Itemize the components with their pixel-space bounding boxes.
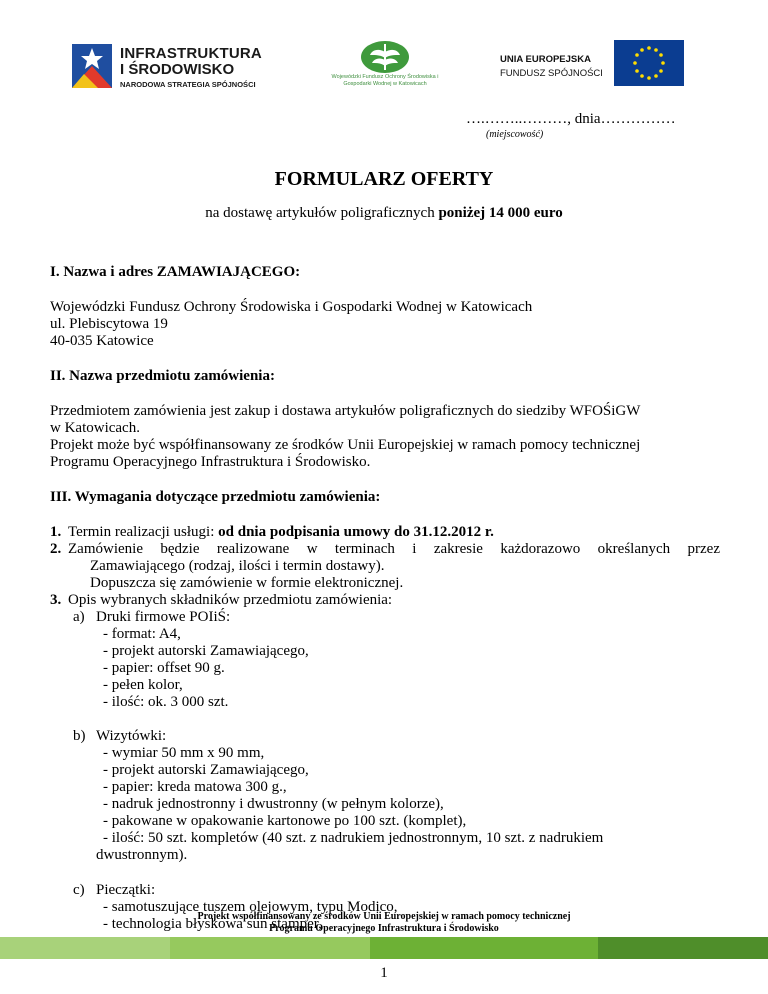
subitem-a-entry: - papier: offset 90 g. bbox=[103, 660, 225, 676]
subitem-b-title: Wizytówki: bbox=[96, 728, 167, 744]
logo-left-line3: NARODOWA STRATEGIA SPÓJNOŚCI bbox=[120, 80, 256, 89]
subitem-c-entry: - technologia błyskowa sun stamper, bbox=[103, 916, 322, 932]
subitem-b-entry: - papier: kreda matowa 300 g., bbox=[103, 779, 287, 795]
page-number: 1 bbox=[380, 965, 388, 981]
item2-number: 2. bbox=[50, 541, 62, 557]
item3-line: Opis wybranych składników przedmiotu zamówienia: bbox=[68, 592, 393, 608]
item1-number: 1. bbox=[50, 524, 62, 540]
item2-line1: Zamówienie będzie realizowane w terminach i zakresie każdorazowo określanych przez bbox=[68, 541, 720, 557]
subitem-a-entry: - format: A4, bbox=[103, 626, 181, 642]
footer-green-bar bbox=[0, 937, 768, 959]
section2-line4: Programu Operacyjnego Infrastruktura i Środowisko. bbox=[50, 454, 371, 470]
subitem-b-entry: - wymiar 50 mm x 90 mm, bbox=[103, 745, 265, 761]
subitem-b-entry: dwustronnym). bbox=[96, 847, 188, 863]
logo-infrastruktura bbox=[70, 40, 260, 92]
subitem-b-entry: - ilość: 50 szt. kompletów (40 szt. z nadrukiem jednostronnym, 10 szt. z nadrukiem bbox=[103, 830, 604, 846]
logo-mid-caption: Wojewódzki Fundusz Ochrony Środowiska i Gospodarki Wodnej w Katowicach bbox=[331, 74, 439, 87]
place-date-line: ….……..………, dnia…………… bbox=[466, 111, 676, 127]
section3-heading: III. Wymagania dotyczące przedmiotu zamówienia: bbox=[50, 489, 381, 505]
subitem-a-label: a) bbox=[73, 609, 85, 625]
logo-right-line1: UNIA EUROPEJSKA bbox=[500, 54, 591, 65]
footer-line2: Programu Operacyjnego Infrastruktura i Środowisko bbox=[269, 923, 499, 934]
subitem-c-title: Pieczątki: bbox=[96, 882, 156, 898]
subitem-a-title: Druki firmowe POIiŚ: bbox=[96, 609, 231, 625]
place-caption: (miejscowość) bbox=[486, 129, 544, 140]
section2-line1: Przedmiotem zamówienia jest zakup i dostawa artykułów poligraficznych do siedziby WFOŚiGW bbox=[50, 403, 641, 419]
logo-left-line1: INFRASTRUKTURA bbox=[120, 45, 262, 62]
infrastruktura-logo-icon bbox=[70, 40, 116, 92]
subtitle-plain: na dostawę artykułów poligraficznych bbox=[205, 205, 439, 221]
eu-flag-icon bbox=[614, 40, 684, 86]
subitem-a-entry: - pełen kolor, bbox=[103, 677, 183, 693]
section1-line3: 40-035 Katowice bbox=[50, 333, 154, 349]
subitem-a-entry: - ilość: ok. 3 000 szt. bbox=[103, 694, 229, 710]
subitem-c-entry: - samotuszujące tuszem olejowym, typu Modico, bbox=[103, 899, 398, 915]
subtitle bbox=[0, 205, 768, 222]
section2-line3: Projekt może być współfinansowany ze środków Unii Europejskiej w ramach pomocy technicznej bbox=[50, 437, 641, 453]
item2-line3: Dopuszcza się zamówienie w formie elektronicznej. bbox=[90, 575, 404, 591]
item1-bold: od dnia podpisania umowy do 31.12.2012 r. bbox=[218, 524, 494, 540]
item1-plain: Termin realizacji usługi: bbox=[68, 524, 219, 540]
subitem-a-entry: - projekt autorski Zamawiającego, bbox=[103, 643, 309, 659]
subtitle-bold: poniżej 14 000 euro bbox=[438, 205, 563, 221]
footer-line1: Projekt współfinansowany ze środków Unii Europejskiej w ramach pomocy technicznej bbox=[197, 911, 571, 922]
subitem-b-entry: - nadruk jednostronny i dwustronny (w pełnym kolorze), bbox=[103, 796, 444, 812]
wfosigw-leaf-logo-icon bbox=[360, 40, 410, 74]
item1-text bbox=[68, 524, 494, 541]
section2-heading: II. Nazwa przedmiotu zamówienia: bbox=[50, 368, 275, 384]
section1-line1: Wojewódzki Fundusz Ochrony Środowiska i Gospodarki Wodnej w Katowicach bbox=[50, 299, 533, 315]
subitem-b-entry: - pakowane w opakowanie kartonowe po 100 szt. (komplet), bbox=[103, 813, 467, 829]
section1-line2: ul. Plebiscytowa 19 bbox=[50, 316, 168, 332]
item3-number: 3. bbox=[50, 592, 62, 608]
section1-heading: I. Nazwa i adres ZAMAWIAJĄCEGO: bbox=[50, 264, 301, 280]
subitem-b-label: b) bbox=[73, 728, 86, 744]
logo-eu bbox=[486, 40, 686, 90]
section2-line2: w Katowicach. bbox=[50, 420, 140, 436]
logo-left-line2: I ŚRODOWISKO bbox=[120, 61, 235, 78]
logo-right-line2: FUNDUSZ SPÓJNOŚCI bbox=[500, 68, 603, 79]
page-title: FORMULARZ OFERTY bbox=[274, 168, 494, 190]
subitem-b-entry: - projekt autorski Zamawiającego, bbox=[103, 762, 309, 778]
item2-line2: Zamawiającego (rodzaj, ilości i termin dostawy). bbox=[90, 558, 385, 574]
subitem-c-label: c) bbox=[73, 882, 85, 898]
logo-wfosigw bbox=[326, 40, 444, 96]
